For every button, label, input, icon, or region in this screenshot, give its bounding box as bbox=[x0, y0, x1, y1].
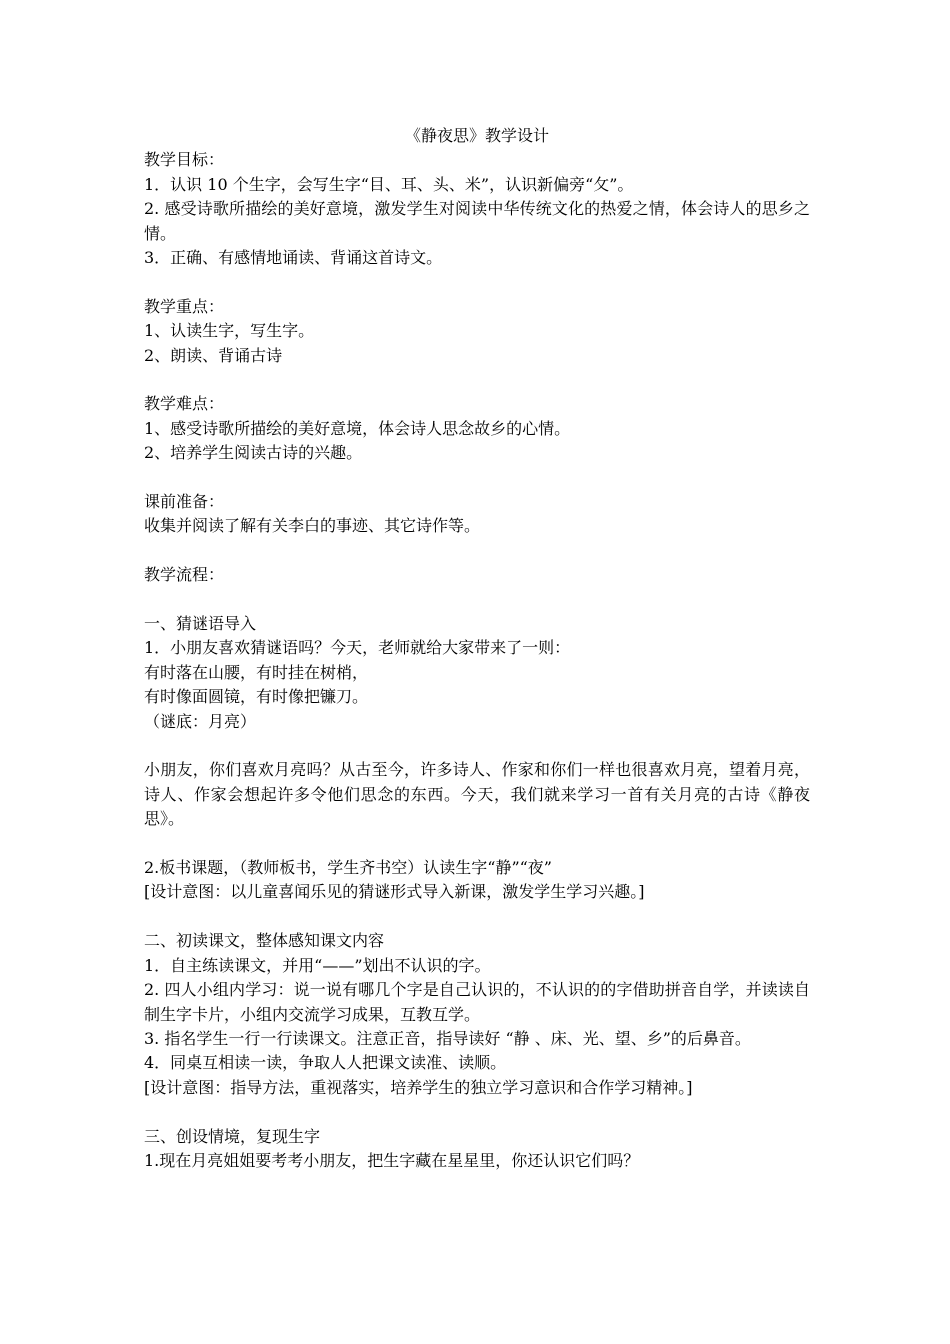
spacer bbox=[144, 1100, 810, 1124]
section2-item: 3. 指名学生一行一行读课文。注意正音，指导读好 “静 、床、光、望、乡”的后鼻音。 bbox=[144, 1028, 751, 1048]
spacer bbox=[144, 905, 810, 929]
section2-design-intent: [设计意图：指导方法，重视落实，培养学生的独立学习意识和合作学习精神。] bbox=[144, 1077, 693, 1097]
objective-item: 3．正确、有感情地诵读、背诵这首诗文。 bbox=[144, 248, 443, 268]
difficulty-item: 2、培养学生阅读古诗的兴趣。 bbox=[144, 443, 363, 463]
section1-paragraph: 小朋友，你们喜欢月亮吗？从古至今，许多诗人、作家和你们一样也很喜欢月亮，望着月亮，诗人、作家会想起许多令他们思念的东西。今天，我们就来学习一首有关月亮的古诗《静夜思》。 bbox=[144, 760, 810, 829]
section2-heading: 二、初读课文，整体感知课文内容 bbox=[144, 931, 385, 951]
difficulty-item: 1、感受诗歌所描绘的美好意境，体会诗人思念故乡的心情。 bbox=[144, 418, 571, 438]
section1-line: 1．小朋友喜欢猜谜语吗？今天，老师就给大家带来了一则： bbox=[144, 638, 571, 658]
spacer bbox=[144, 539, 810, 563]
difficulties-heading: 教学难点： bbox=[144, 394, 225, 414]
process-heading: 教学流程： bbox=[144, 565, 225, 585]
riddle-answer: （谜底：月亮） bbox=[144, 711, 257, 731]
spacer bbox=[144, 734, 810, 758]
key-point-item: 2、朗读、背诵古诗 bbox=[144, 345, 283, 365]
riddle-line: 有时像面圆镜，有时像把镰刀。 bbox=[144, 687, 369, 707]
objective-item: 2. 感受诗歌所描绘的美好意境，激发学生对阅读中华传统文化的热爱之情，体会诗人的思乡之情。 bbox=[144, 199, 810, 243]
section3-heading: 三、创设情境，复现生字 bbox=[144, 1126, 321, 1146]
preparation-text: 收集并阅读了解有关李白的事迹、其它诗作等。 bbox=[144, 516, 481, 536]
document-title: 《静夜思》教学设计 bbox=[404, 126, 549, 145]
section2-item: 4．同桌互相读一读，争取人人把课文读准、读顺。 bbox=[144, 1053, 507, 1073]
section1-step2: 2.板书课题，（教师板书，学生齐书空）认读生字“静”“夜” bbox=[144, 858, 552, 878]
riddle-line: 有时落在山腰，有时挂在树梢， bbox=[144, 662, 369, 682]
section1-design-intent: [设计意图：以儿童喜闻乐见的猜谜形式导入新课，激发学生学习兴趣。] bbox=[144, 882, 645, 902]
document-page bbox=[144, 124, 810, 1173]
preparation-heading: 课前准备： bbox=[144, 492, 225, 512]
objective-item: 1．认识 10 个生字，会写生字“目、耳、头、米”，认识新偏旁“攵”。 bbox=[144, 174, 634, 194]
spacer bbox=[144, 466, 810, 490]
section2-item: 2. 四人小组内学习：说一说有哪几个字是自己认识的，不认识的的字借助拼音自学，并读读自制生字卡片，小组内交流学习成果，互教互学。 bbox=[144, 980, 810, 1024]
section2-item: 1．自主练读课文，并用“——”划出不认识的字。 bbox=[144, 955, 491, 975]
spacer bbox=[144, 270, 810, 294]
section3-item: 1.现在月亮姐姐要考考小朋友，把生字藏在星星里，你还认识它们吗？ bbox=[144, 1150, 640, 1170]
key-point-item: 1、认读生字，写生字。 bbox=[144, 321, 315, 341]
section1-heading: 一、猜谜语导入 bbox=[144, 614, 257, 634]
key-points-heading: 教学重点： bbox=[144, 296, 225, 316]
objectives-heading: 教学目标： bbox=[144, 150, 225, 170]
spacer bbox=[144, 832, 810, 856]
spacer bbox=[144, 588, 810, 612]
spacer bbox=[144, 368, 810, 392]
